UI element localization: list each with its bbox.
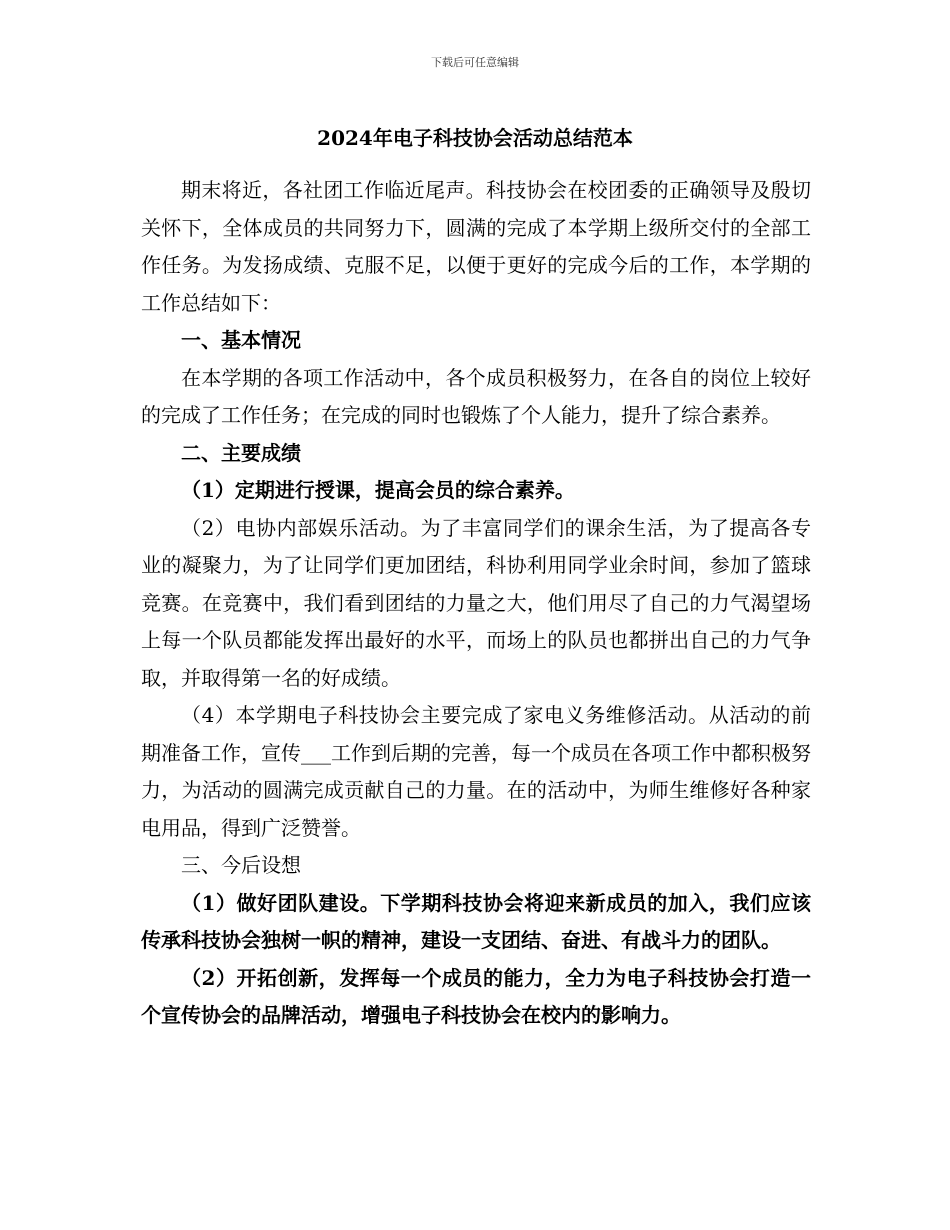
section-basic-paragraph: 在本学期的各项工作活动中，各个成员积极努力，在各自的岗位上较好的完成了工作任务；在完成的同时也锻炼了个人能力，提升了综合素养。: [141, 365, 811, 427]
section-heading-basic: 一、基本情况: [181, 328, 301, 352]
achievement-item-1: （1）定期进行授课，提高会员的综合素养。: [181, 478, 575, 502]
intro-paragraph: 期末将近，各社团工作临近尾声。科技协会在校团委的正确领导及殷切关怀下，全体成员的共同努力下，圆满的完成了本学期上级所交付的全部工作任务。为发扬成绩、克服不足，以便于更好的完成今后的工作，本学期的工作总结如下：: [141, 178, 811, 315]
achievement-item-2: （2）电协内部娱乐活动。为了丰富同学们的课余生活，为了提高各专业的凝聚力，为了让同学们更加团结，科协利用同学业余时间，参加了篮球竞赛。在竞赛中，我们看到团结的力量之大，他们用尽了自己的力气渴望场上每一个队员都能发挥出最好的水平，而场上的队员也都拼出自己的力气争取，并取得第一名的好成绩。: [141, 515, 811, 690]
plan-item-1: （1）做好团队建设。下学期科技协会将迎来新成员的加入，我们应该传承科技协会独树一帜的精神，建设一支团结、奋进、有战斗力的团队。: [141, 890, 811, 952]
plan-item-2: （2）开拓创新，发挥每一个成员的能力，全力为电子科技协会打造一个宣传协会的品牌活动，增强电子科技协会在校内的影响力。: [141, 965, 811, 1027]
document-title: 2024年电子科技协会活动总结范本: [317, 126, 633, 150]
section-heading-achievements: 二、主要成绩: [181, 440, 301, 465]
achievement-item-4: （4）本学期电子科技协会主要完成了家电义务维修活动。从活动的前期准备工作，宣传___工作到后期的完善，每一个成员在各项工作中都积极努力，为活动的圆满完成贡献自己的力量。在的活动中，为师生维修好各种家电用品，得到广泛赞誉。: [141, 703, 811, 840]
header-note: 下载后可任意编辑: [431, 56, 519, 69]
document-body: [141, 172, 811, 1035]
section-heading-plans: 三、今后设想: [181, 853, 301, 877]
